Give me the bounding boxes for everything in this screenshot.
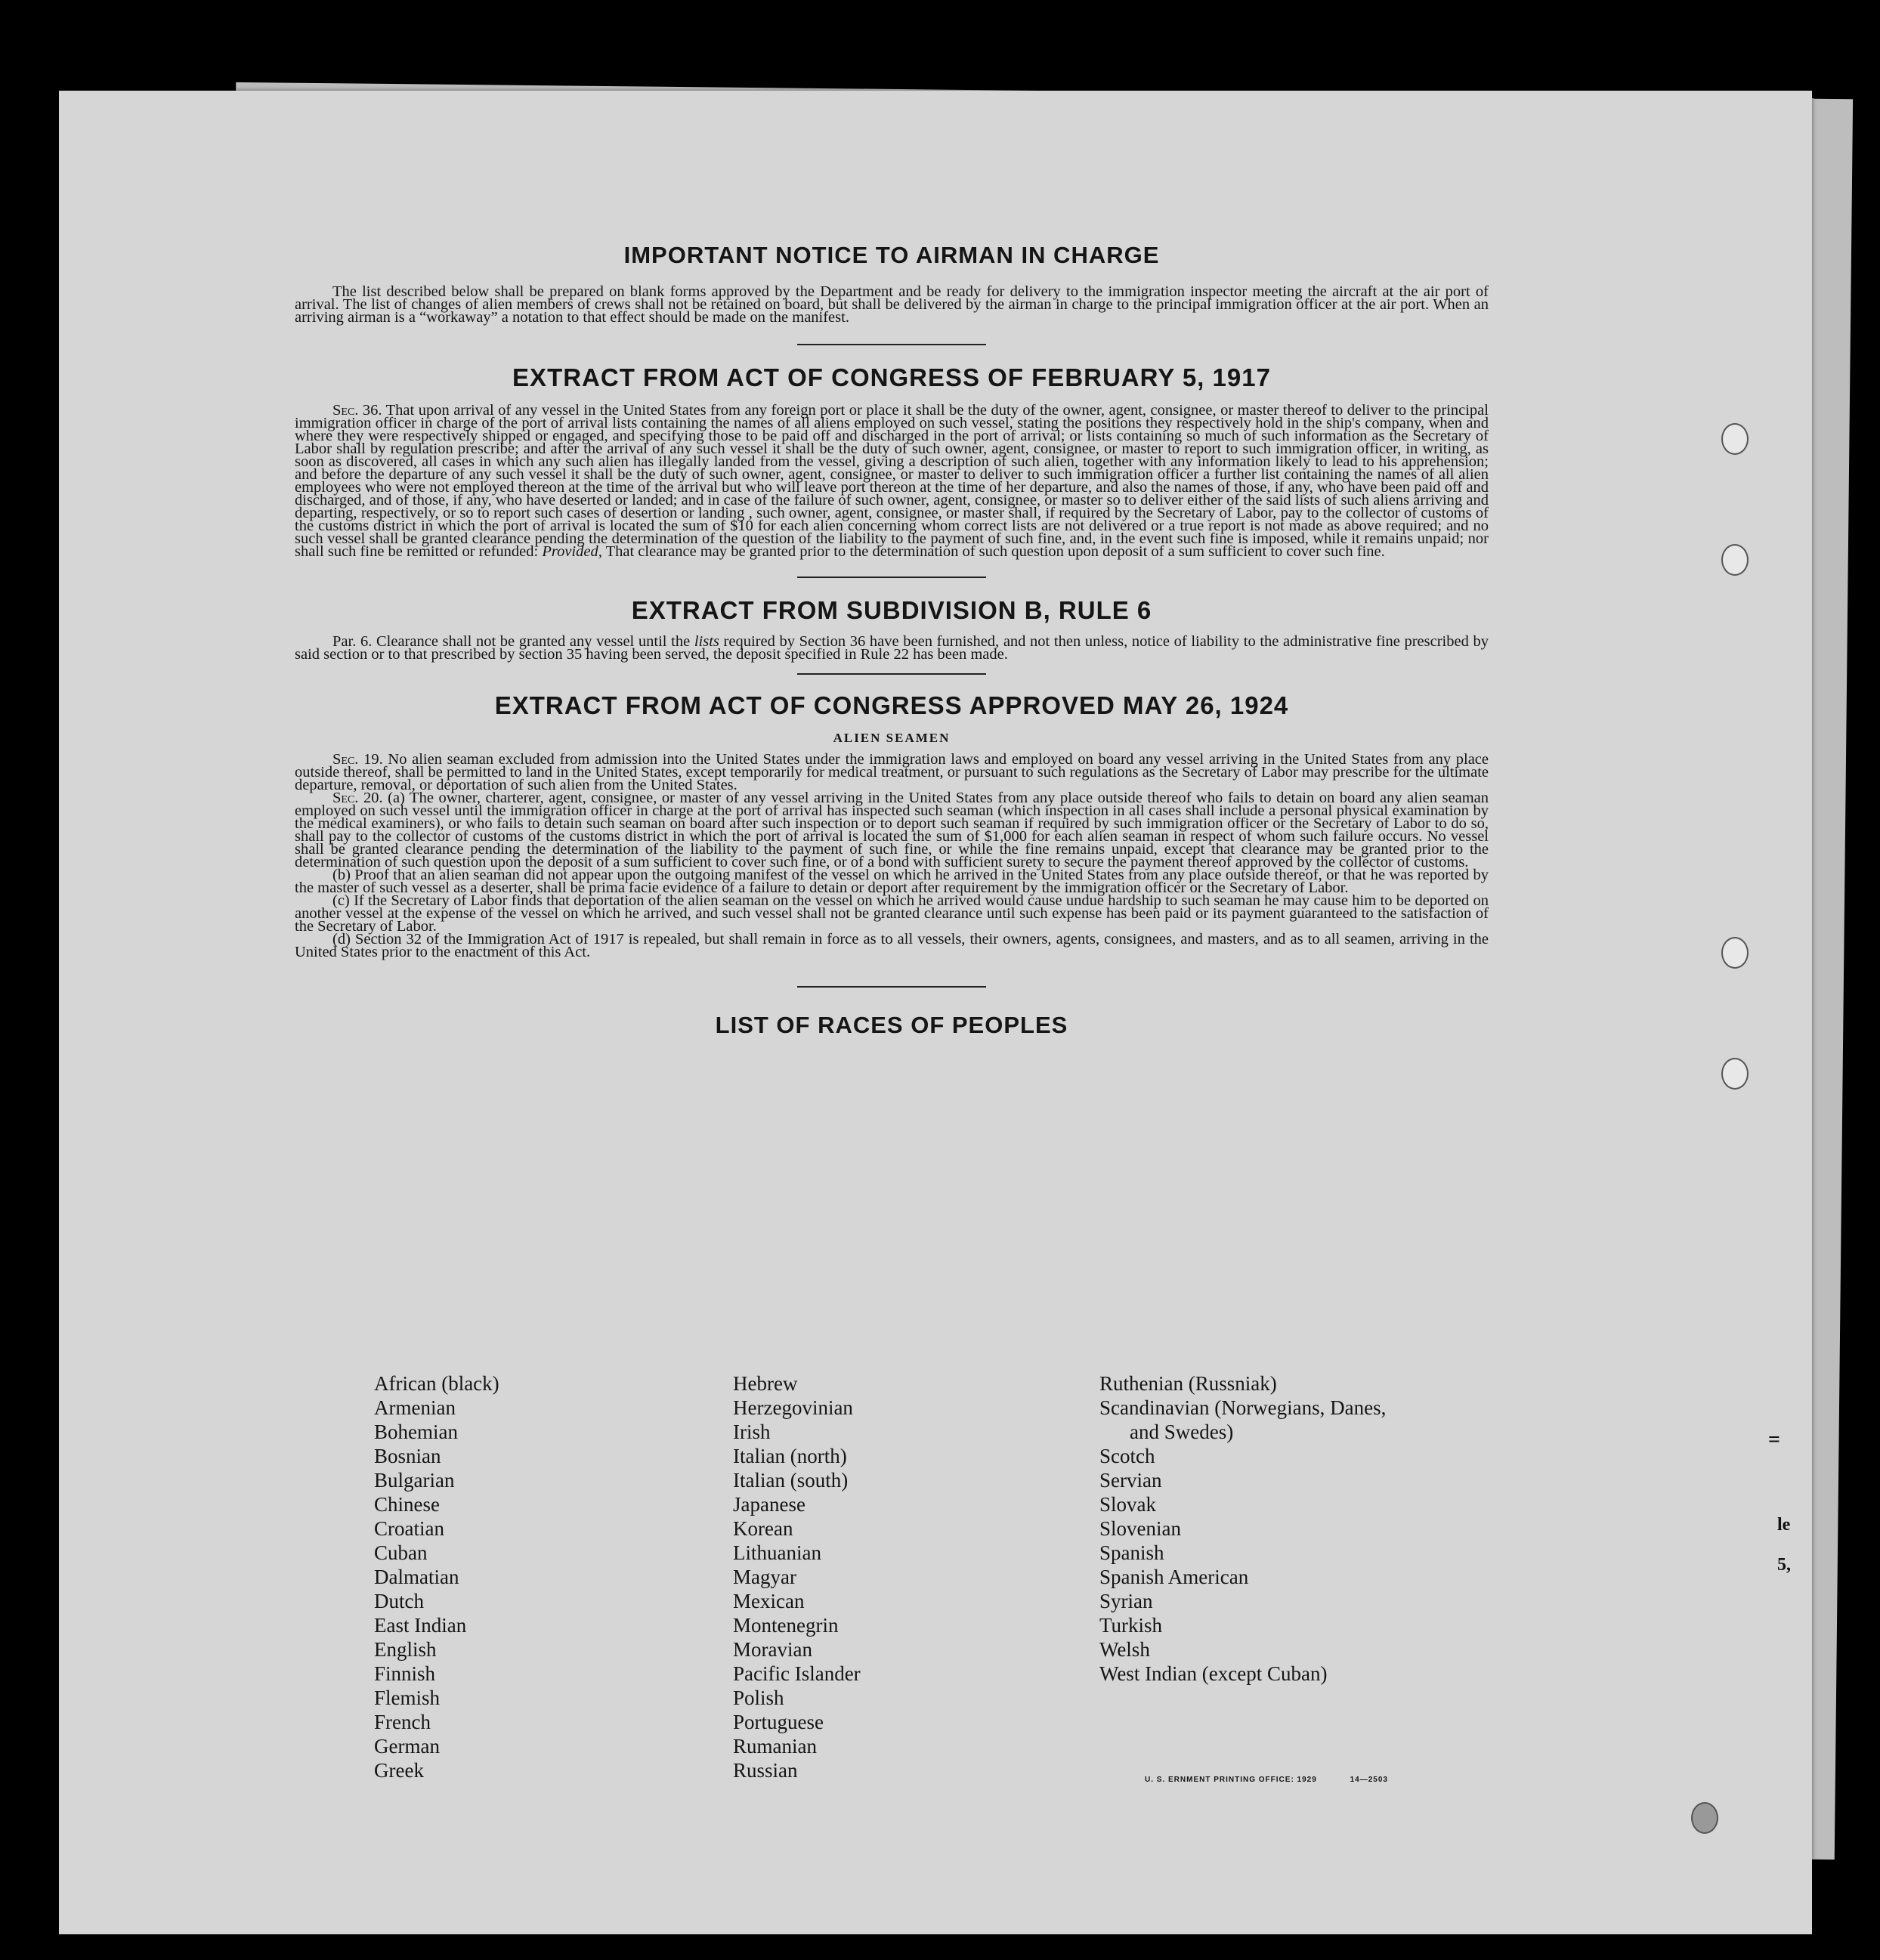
sec20-b-paragraph: (b) Proof that an alien seaman did not appear upon the outgoing manifest of the vessel on which he arrived in the United States from any place outside thereof, or that he was reported by the master of such vessel as a deserter, shall be prima facie evidence of a failure to detain or deport after requirement by the immigration officer or the Secretary of Labor. (295, 867, 1489, 896)
race-item: Polish (733, 1686, 784, 1709)
sec36-lead: Sec. 36. (332, 402, 382, 419)
divider (797, 673, 986, 675)
sec36-end: That clearance may be granted prior to the determination of such question upon deposit of a sum sufficient to cover such fine. (605, 543, 1385, 560)
race-item: Pacific Islander (733, 1662, 861, 1685)
race-item: Slovenian (1099, 1517, 1181, 1540)
sec19-text: No alien seaman excluded from admission into the United States under the immigration laws and employed on board any vessel arriving in the United States from any place outside thereof, shall be permitted to land in the United States, except temporarily for medical treatment, or pursuant to such regulations as the Secretary of Labor may prescribe for the ultimate departure, removal, or deportation of such alien from the United States. (295, 751, 1489, 793)
race-item: Italian (south) (733, 1469, 849, 1492)
race-item: Lithuanian (733, 1541, 821, 1564)
race-item: Magyar (733, 1566, 796, 1588)
race-item: Bohemian (374, 1421, 458, 1443)
races-title: LIST OF RACES OF PEOPLES (715, 1012, 1068, 1038)
footer-printer: U. S. ERNMENT PRINTING OFFICE: 1929 (1145, 1776, 1317, 1784)
margin-fragment: 5, (1777, 1555, 1791, 1575)
race-item: Cuban (374, 1541, 428, 1564)
sec36-provided: Provided, (542, 543, 602, 560)
divider (797, 344, 986, 345)
par6-paragraph (295, 635, 1489, 661)
divider (797, 986, 986, 988)
race-item: Irish (733, 1421, 771, 1443)
race-item: Scandinavian (Norwegians, Danes, (1099, 1396, 1387, 1419)
sec20-lead: Sec. 20. (332, 790, 383, 806)
race-item: Mexican (733, 1590, 805, 1612)
race-item: Japanese (733, 1493, 805, 1516)
sec19-lead: Sec. 19. (332, 751, 383, 768)
race-item: Scotch (1099, 1445, 1155, 1467)
race-item: Korean (733, 1517, 793, 1540)
notice-paragraph: The list described below shall be prepared on blank forms approved by the Department and be ready for delivery to the immigration inspector meeting the aircraft at the air port of arrival. The list of changes of alien members of crews shall not be retained on board, but shall be delivered by the airman in charge to the principal immigration officer at the air port. When an arriving airman is a “workaway” a notation to that effect should be made on the manifest. (295, 283, 1489, 326)
punch-hole (1691, 1802, 1718, 1834)
races-column-2 (733, 1371, 861, 1782)
footer (1145, 1776, 1388, 1784)
footer-form-number: 14—2503 (1350, 1776, 1388, 1784)
race-item: Flemish (374, 1686, 441, 1709)
par6-text-b: required by Section 36 have been furnished, and not then unless, notice of liability to the administrative fine prescribed by said section or to that prescribed by section 35 having been served, the deposit specified in Rule 22 has been made. (295, 633, 1489, 663)
race-item: Syrian (1099, 1590, 1153, 1612)
race-item: East Indian (374, 1614, 467, 1637)
document-content (295, 144, 1489, 1039)
race-item: German (374, 1735, 440, 1758)
margin-fragment: = (1768, 1428, 1780, 1451)
race-item: English (374, 1638, 437, 1661)
race-item: African (black) (374, 1372, 499, 1395)
sec20-c-paragraph: (c) If the Secretary of Labor finds that deportation of the alien seaman on the vessel on which he arrived would cause undue hardship to such seaman he may cause him to be deported on another vessel at the expense of the vessel on which he arrived, and such vessel shall not be granted clearance until such expense has been paid or its payment guaranteed to the satisfaction of the Secretary of Labor. (295, 892, 1489, 935)
race-item: Herzegovinian (733, 1396, 853, 1419)
race-item: Slovak (1099, 1493, 1157, 1516)
act-1917-title: EXTRACT FROM ACT OF CONGRESS OF FEBRUARY 5, 1917 (512, 363, 1271, 391)
races-column-3 (1099, 1371, 1386, 1686)
race-item: Armenian (374, 1396, 456, 1419)
races-column-1 (374, 1371, 499, 1782)
race-item: Montenegrin (733, 1614, 839, 1637)
act-1924-title: EXTRACT FROM ACT OF CONGRESS APPROVED MAY 26, 1924 (494, 691, 1289, 719)
race-item: Moravian (733, 1638, 812, 1661)
race-item: Hebrew (733, 1372, 798, 1395)
race-item: Bulgarian (374, 1469, 455, 1492)
race-item: Italian (north) (733, 1445, 847, 1467)
punch-hole (1721, 544, 1749, 576)
margin-fragment: le (1777, 1515, 1791, 1535)
par6-text-a: Clearance shall not be granted any vessel until the (376, 633, 691, 650)
notice-title: IMPORTANT NOTICE TO AIRMAN IN CHARGE (623, 242, 1160, 268)
race-item: and Swedes) (1130, 1421, 1234, 1443)
race-item: Dalmatian (374, 1566, 459, 1588)
punch-hole (1721, 1058, 1749, 1090)
race-item: Rumanian (733, 1735, 817, 1758)
race-item: French (374, 1711, 431, 1733)
sec19-paragraph (295, 753, 1489, 792)
race-item: Chinese (374, 1493, 440, 1516)
alien-seamen-heading: ALIEN SEAMEN (833, 731, 951, 745)
par6-lists: lists (694, 633, 719, 650)
divider (797, 577, 986, 578)
race-item: Russian (733, 1759, 798, 1782)
race-item: Finnish (374, 1662, 436, 1685)
race-item: Turkish (1099, 1614, 1163, 1637)
race-item: West Indian (except Cuban) (1099, 1662, 1328, 1685)
race-item: Portuguese (733, 1711, 824, 1733)
race-item: Servian (1099, 1469, 1162, 1492)
race-item: Bosnian (374, 1445, 441, 1467)
race-item: Welsh (1099, 1638, 1150, 1661)
par6-lead: Par. 6. (332, 633, 373, 650)
sec20-d-paragraph: (d) Section 32 of the Immigration Act of 1917 is repealed, but shall remain in force as to all vessels, their owners, agents, consignees, and masters, and as to all seamen, arriving in the United States prior to the enactment of this Act. (295, 931, 1489, 960)
punch-hole (1721, 937, 1749, 969)
race-item: Greek (374, 1759, 424, 1782)
punch-hole (1721, 423, 1749, 455)
sec36-text: That upon arrival of any vessel in the United States from any foreign port or place it shall be the duty of the owner, agent, consignee, or master thereof to deliver to the principal immigration officer in charge of the port of arrival lists containing the names of all aliens employed on such vessel, stating the positions they respectively hold in the ship's company, when and where they were respectively shipped or engaged, and specifying those to be paid off and discharged in the port of arrival; or lists containing so much of such information as the Secretary of Labor shall by regulation prescribe; and after the arrival of any such vessel it shall be the duty of such owner, agent, consignee, or master to report to such immigration officer, in writing, as soon as discovered, all cases in which any such alien has illegally landed from the vessel, giving a description of such alien, together with any information likely to lead to his apprehension; and before the departure of any such vessel it shall be the duty of such owner, agent, consignee, or master to deliver to such immigration officer a further list containing the names of all alien employees who were not employed thereon at the time of the arrival but who will leave port thereon at the time of her departure, and also the names of those, if any, who have been paid off and discharged, and of those, if any, who have deserted or landed; and in case of the failure of such owner, agent, consignee, or master so to deliver either of the said lists of such aliens arriving and departing, respectively, or so to report such cases of desertion or landing , such owner, agent, consignee, or master shall, if required by the Secretary of Labor, pay to the collector of customs of the customs district in which the port of arrival is located the sum of $10 for each alien concerning whom correct lists are not delivered or a true report is not made as above required; and no such vessel shall be granted clearance pending the determination of the question of the liability to the payment of such fine, and, in the event such fine is imposed, while it remains unpaid; nor shall such fine be remitted or refunded: (295, 402, 1489, 560)
sec20-text: (a) The owner, charterer, agent, consignee, or master of any vessel arriving in the United States from any place outside thereof who fails to detain on board any alien seaman employed on such vessel until the immigration officer in charge at the port of arrival has inspected such seaman (which inspection in all cases shall include a personal physical examination by the medical examiners), or who fails to detain such seaman on board after such inspection or to deport such seaman if required by such immigration officer or the Secretary of Labor to do so, shall pay to the collector of customs of the customs district in which the port of arrival is located the sum of $1,000 for each alien seaman in respect of whom such failure occurs. No vessel shall be granted clearance pending the determination of the liability to the payment of such fine, or while the fine remains unpaid, except that clearance may be granted prior to the determination of such question upon the deposit of a sum sufficient to cover such fine, or of a bond with sufficient surety to secure the payment thereof approved by the collector of customs. (295, 790, 1489, 870)
race-item: Croatian (374, 1517, 444, 1540)
sec36-paragraph (295, 404, 1489, 558)
sec20-paragraph (295, 792, 1489, 869)
race-item: Spanish (1099, 1541, 1164, 1564)
race-item: Ruthenian (Russniak) (1099, 1372, 1277, 1395)
rule6-title: EXTRACT FROM SUBDIVISION B, RULE 6 (631, 596, 1152, 624)
race-item: Dutch (374, 1590, 424, 1612)
race-item: Spanish American (1099, 1566, 1249, 1588)
